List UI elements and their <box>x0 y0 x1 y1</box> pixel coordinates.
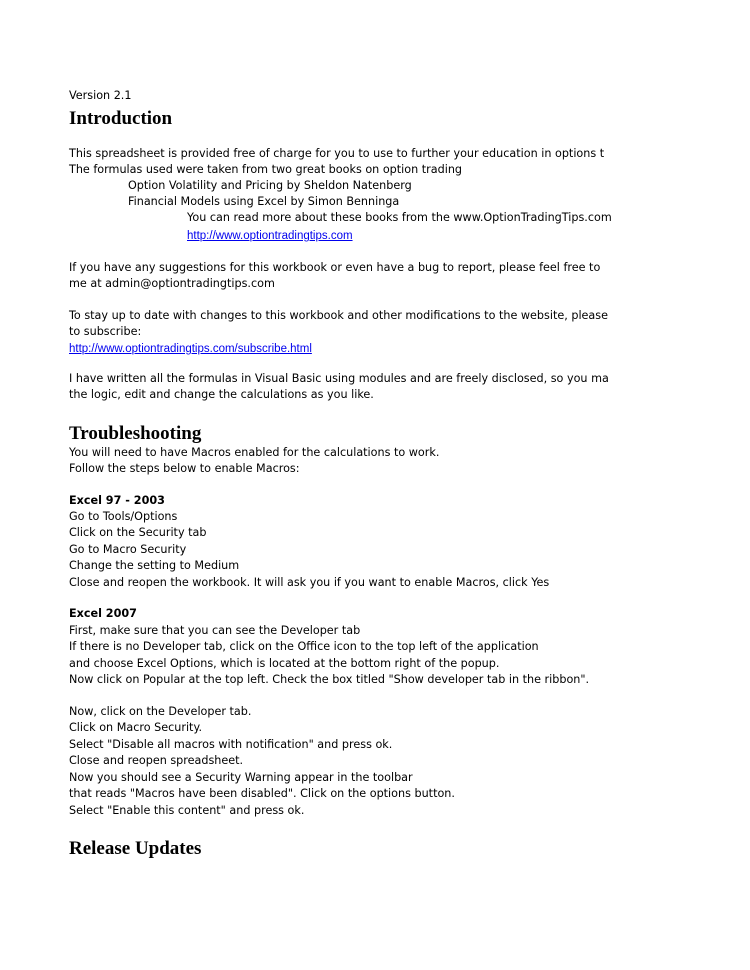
excel2007-step: Click on Macro Security. <box>69 721 203 734</box>
excel2007-step: Now you should see a Security Warning appear in the toolbar <box>69 771 413 784</box>
excel97-title: Excel 97 - 2003 <box>69 494 165 507</box>
intro-line: This spreadsheet is provided free of charge for you to use to further your education in options t <box>69 147 605 160</box>
vb-line: the logic, edit and change the calculations as you like. <box>69 388 374 401</box>
excel2007-title: Excel 2007 <box>69 607 137 620</box>
book-title: Financial Models using Excel by Simon Benninga <box>128 195 400 208</box>
read-more-text: You can read more about these books from the www.OptionTradingTips.com <box>187 211 612 224</box>
suggestion-line: If you have any suggestions for this workbook or even have a bug to report, please feel free to <box>69 261 601 274</box>
excel97-step: Change the setting to Medium <box>69 559 240 572</box>
excel97-step: Go to Macro Security <box>69 543 187 556</box>
excel97-step: Close and reopen the workbook. It will ask you if you want to enable Macros, click Yes <box>69 576 550 589</box>
troubleshooting-intro: You will need to have Macros enabled for the calculations to work. <box>69 446 440 459</box>
release-updates-heading: Release Updates <box>69 838 202 859</box>
book-title: Option Volatility and Pricing by Sheldon Natenberg <box>128 179 412 192</box>
excel2007-step: If there is no Developer tab, click on the Office icon to the top left of the application <box>69 640 539 653</box>
excel2007-step: Select "Disable all macros with notification" and press ok. <box>69 738 393 751</box>
subscribe-link[interactable]: http://www.optiontradingtips.com/subscribe.html <box>69 343 312 355</box>
optiontradingtips-link[interactable]: http://www.optiontradingtips.com <box>187 230 353 242</box>
excel97-step: Go to Tools/Options <box>69 510 178 523</box>
vb-line: I have written all the formulas in Visual Basic using modules and are freely disclosed, so you ma <box>69 372 609 385</box>
intro-line: The formulas used were taken from two great books on option trading <box>69 163 463 176</box>
version-label: Version 2.1 <box>69 89 132 102</box>
introduction-heading: Introduction <box>69 108 173 129</box>
update-line: To stay up to date with changes to this workbook and other modifications to the website, please <box>69 309 609 322</box>
troubleshooting-heading: Troubleshooting <box>69 423 202 444</box>
excel2007-step: that reads "Macros have been disabled". Click on the options button. <box>69 787 455 800</box>
excel2007-step: Select "Enable this content" and press ok. <box>69 804 305 817</box>
excel2007-step: and choose Excel Options, which is located at the bottom right of the popup. <box>69 657 500 670</box>
excel2007-step: Now, click on the Developer tab. <box>69 705 252 718</box>
update-line: to subscribe: <box>69 325 142 338</box>
excel2007-step: Now click on Popular at the top left. Check the box titled "Show developer tab in the ribbon". <box>69 673 590 686</box>
troubleshooting-intro: Follow the steps below to enable Macros: <box>69 462 300 475</box>
excel97-step: Click on the Security tab <box>69 526 207 539</box>
excel2007-step: Close and reopen spreadsheet. <box>69 754 244 767</box>
excel2007-step: First, make sure that you can see the Developer tab <box>69 624 361 637</box>
suggestion-line: me at admin@optiontradingtips.com <box>69 277 275 290</box>
